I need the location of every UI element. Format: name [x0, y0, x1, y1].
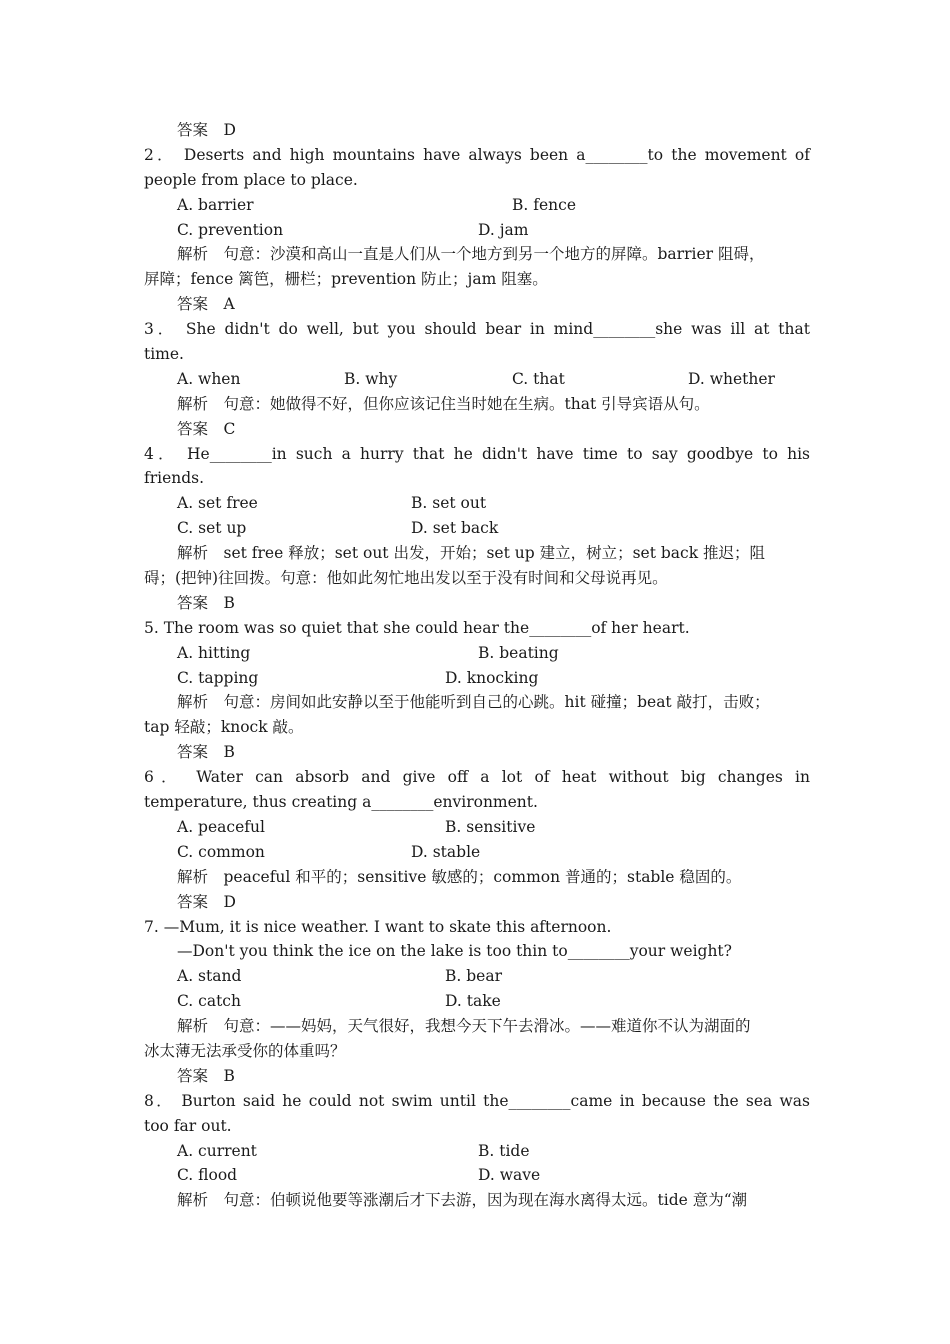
q7-option-b: B. bear — [445, 967, 502, 986]
q4-stem-line1: 4． He________in such a hurry that he didn't have time to say goodbye to his — [144, 444, 810, 463]
q3-stem-line1: 3． She didn't do well, but you should bear in mind________she was ill at that — [144, 320, 810, 339]
q8-options-row1 — [144, 1139, 810, 1164]
q6-option-b: B. sensitive — [445, 817, 536, 836]
q7-stem-line2: —Don't you think the ice on the lake is too thin to________your weight? — [177, 942, 732, 961]
q4-stem-line2: friends. — [144, 469, 205, 488]
q5-options-row1 — [144, 641, 810, 666]
q7-option-a: A. stand — [177, 967, 242, 986]
q8-stem-line1: 8． Burton said he could not swim until the________came in because the sea was — [144, 1091, 810, 1110]
q7-answer: 答案 B — [177, 1066, 235, 1085]
q5-analysis-line2: tap 轻敲；knock 敲。 — [144, 718, 304, 737]
q7-option-c: C. catch — [177, 992, 241, 1011]
q5-option-a: A. hitting — [177, 643, 251, 662]
q7-stem-line1: 7. —Mum, it is nice weather. I want to skate this afternoon. — [144, 917, 612, 936]
q2-options-row1 — [144, 193, 810, 218]
q4-options-row2 — [144, 516, 810, 541]
q5-option-b: B. beating — [478, 643, 559, 662]
q5-stem-line1: 5. The room was so quiet that she could hear the________of her heart. — [144, 618, 690, 637]
q5-options-row2 — [144, 666, 810, 691]
q1-answer: 答案 D — [177, 121, 236, 139]
q4-option-b: B. set out — [411, 494, 487, 513]
q4-option-a: A. set free — [177, 494, 258, 513]
q4-answer: 答案 B — [177, 593, 235, 612]
q8-option-d: D. wave — [478, 1166, 541, 1185]
q2-answer: 答案 A — [177, 295, 235, 314]
q8-option-c: C. flood — [177, 1166, 238, 1185]
q4-analysis-line2: 碍；(把钟)往回拨。句意：他如此匆忙地出发以至于没有时间和父母说再见。 — [144, 569, 668, 588]
q5-analysis-line1: 解析 句意：房间如此安静以至于他能听到自己的心跳。hit 碰撞；beat 敲打，击败； — [177, 693, 770, 712]
q6-answer: 答案 D — [177, 892, 236, 911]
q6-stem-line1: 6． Water can absorb and give off a lot of heat without big changes in — [144, 768, 810, 787]
q8-options-row2 — [144, 1163, 810, 1188]
q3-stem-line2: time. — [144, 345, 184, 364]
q5-answer: 答案 B — [177, 743, 235, 762]
q2-analysis-line1: 解析 句意：沙漠和高山一直是人们从一个地方到另一个地方的屏障。barrier 阻碍， — [177, 245, 765, 264]
q2-stem-line1: 2． Deserts and high mountains have always been a________to the movement of — [144, 145, 810, 164]
q4-options-row1 — [144, 491, 810, 516]
q7-analysis-line2: 冰太薄无法承受你的体重吗？ — [144, 1041, 346, 1060]
q6-options-row1 — [144, 815, 810, 840]
q6-option-a: A. peaceful — [177, 817, 265, 836]
q3-answer: 答案 C — [177, 419, 236, 438]
q8-stem-line2: too far out. — [144, 1116, 232, 1135]
q6-options-row2 — [144, 840, 810, 865]
q4-option-c: C. set up — [177, 519, 247, 538]
q7-options-row2 — [144, 989, 810, 1014]
q8-option-a: A. current — [177, 1141, 257, 1160]
q2-option-c: C. prevention — [177, 220, 284, 239]
q7-options-row1 — [144, 964, 810, 989]
q6-stem-line2: temperature, thus creating a________environment. — [144, 793, 538, 812]
q2-option-b: B. fence — [512, 195, 576, 214]
q6-option-d: D. stable — [411, 842, 481, 861]
q3-option-b: B. why — [344, 369, 398, 388]
document-page — [144, 118, 810, 1213]
q7-analysis-line1: 解析 句意：——妈妈，天气很好，我想今天下午去滑冰。——难道你不认为湖面的 — [177, 1017, 751, 1036]
q5-option-c: C. tapping — [177, 668, 259, 687]
q8-analysis-line1: 解析 句意：伯顿说他要等涨潮后才下去游，因为现在海水离得太远。tide 意为“潮 — [177, 1191, 748, 1210]
q3-option-d: D. whether — [688, 369, 775, 388]
q2-stem-line2: people from place to place. — [144, 170, 358, 189]
q2-option-d: D. jam — [478, 220, 529, 239]
q3-analysis-line1: 解析 句意：她做得不好，但你应该记住当时她在生病。that 引导宾语从句。 — [177, 394, 710, 413]
q6-analysis-line1: 解析 peaceful 和平的；sensitive 敏感的；common 普通的；stable 稳固的。 — [177, 867, 742, 886]
q3-options-row — [144, 367, 810, 392]
q4-analysis-line1: 解析 set free 释放；set out 出发，开始；set up 建立，树立；set back 推迟；阻 — [177, 544, 766, 563]
q3-option-c: C. that — [512, 369, 565, 388]
q7-option-d: D. take — [445, 992, 501, 1011]
q3-option-a: A. when — [177, 369, 241, 388]
q2-analysis-line2: 屏障；fence 篱笆，栅栏；prevention 防止；jam 阻塞。 — [144, 270, 548, 289]
q6-option-c: C. common — [177, 842, 265, 861]
q5-option-d: D. knocking — [445, 668, 539, 687]
q8-option-b: B. tide — [478, 1141, 530, 1160]
q2-option-a: A. barrier — [177, 195, 254, 214]
q4-option-d: D. set back — [411, 519, 499, 538]
q2-options-row2 — [144, 218, 810, 243]
